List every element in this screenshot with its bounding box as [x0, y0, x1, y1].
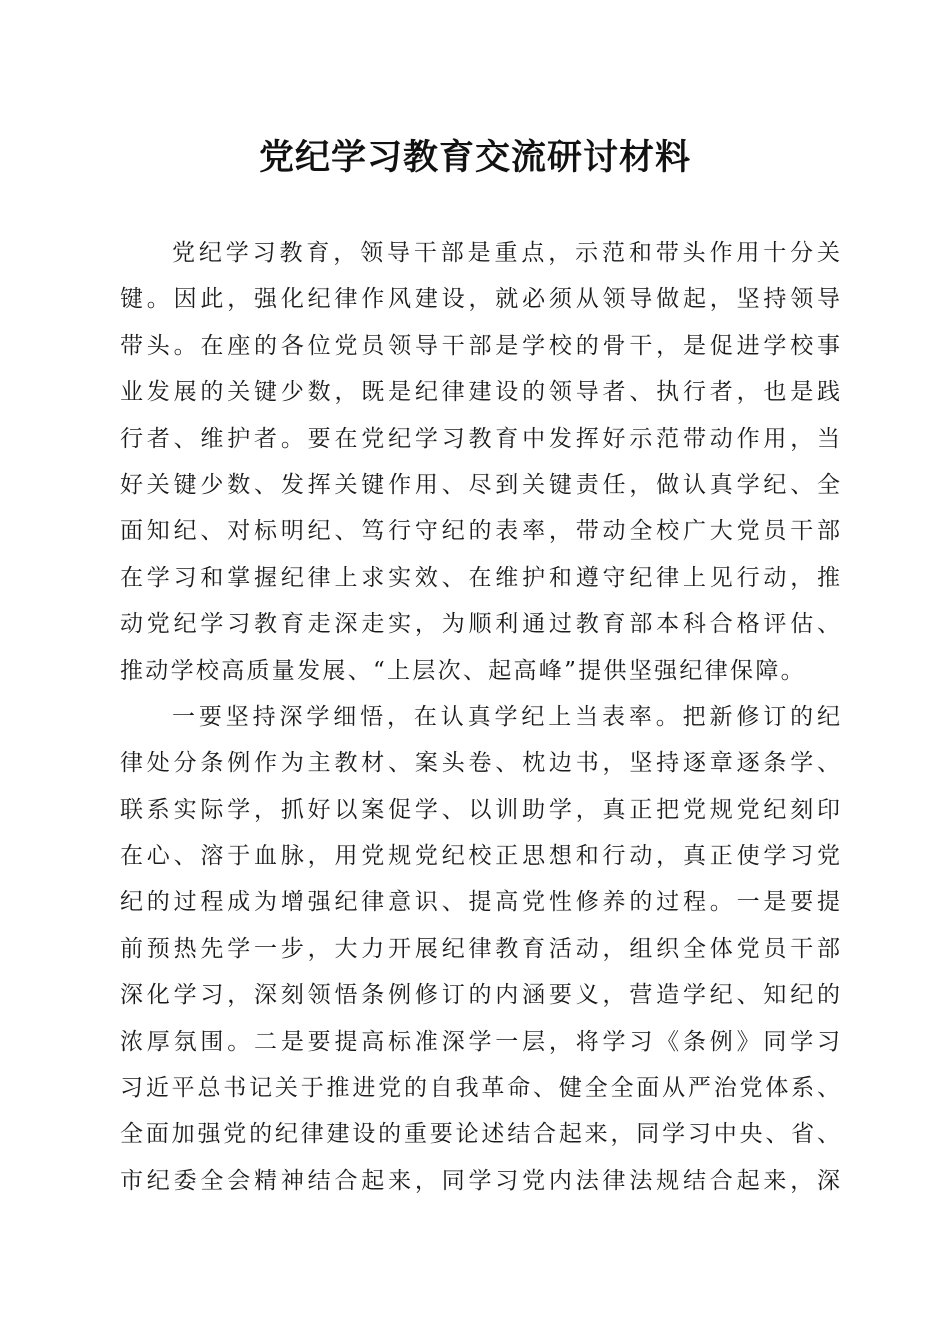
paragraph-line: 键。因此，强化纪律作风建设，就必须从领导做起，坚持领导 [120, 286, 840, 313]
document-title: 党纪学习教育交流研讨材料 [258, 137, 691, 178]
paragraph-line: 在心、溶于血脉，用党规党纪校正思想和行动，真正使学习党 [120, 843, 840, 870]
paragraph-line: 推动学校高质量发展、“上层次、起高峰”提供坚强纪律保障。 [120, 657, 806, 684]
paragraph-line: 前预热先学一步，大力开展纪律教育活动，组织全体党员干部 [120, 935, 840, 962]
paragraph-line: 带头。在座的各位党员领导干部是学校的骨干，是促进学校事 [120, 332, 840, 359]
paragraph-line: 行者、维护者。要在党纪学习教育中发挥好示范带动作用，当 [120, 425, 840, 452]
paragraph-line: 动党纪学习教育走深走实，为顺利通过教育部本科合格评估、 [120, 611, 840, 638]
paragraph-line: 好关键少数、发挥关键作用、尽到关键责任，做认真学纪、全 [120, 471, 840, 498]
paragraph-line: 在学习和掌握纪律上求实效、在维护和遵守纪律上见行动，推 [120, 564, 840, 591]
paragraph-line: 律处分条例作为主教材、案头卷、枕边书，坚持逐章逐条学、 [120, 750, 840, 777]
paragraph-line: 浓厚氛围。二是要提高标准深学一层，将学习《条例》同学习 [120, 1028, 840, 1055]
paragraph-line: 深化学习，深刻领悟条例修订的内涵要义，营造学纪、知纪的 [120, 982, 840, 1009]
document-body [120, 230, 840, 1204]
paragraph-line: 面知纪、对标明纪、笃行守纪的表率，带动全校广大党员干部 [120, 518, 840, 545]
paragraph-line: 习近平总书记关于推进党的自我革命、健全全面从严治党体系、 [120, 1075, 840, 1102]
paragraph-line: 联系实际学，抓好以案促学、以训助学，真正把党规党纪刻印 [120, 796, 840, 823]
paragraph-line: 全面加强党的纪律建设的重要论述结合起来，同学习中央、省、 [120, 1121, 840, 1148]
paragraph-line: 党纪学习教育，领导干部是重点，示范和带头作用十分关 [172, 240, 840, 266]
paragraph-line: 纪的过程成为增强纪律意识、提高党性修养的过程。一是要提 [120, 889, 840, 916]
paragraph-line: 一要坚持深学细悟，在认真学纪上当表率。把新修订的纪 [172, 703, 840, 730]
paragraph-line: 市纪委全会精神结合起来，同学习党内法律法规结合起来，深 [120, 1167, 840, 1194]
paragraph-line: 业发展的关键少数，既是纪律建设的领导者、执行者，也是践 [120, 379, 840, 406]
